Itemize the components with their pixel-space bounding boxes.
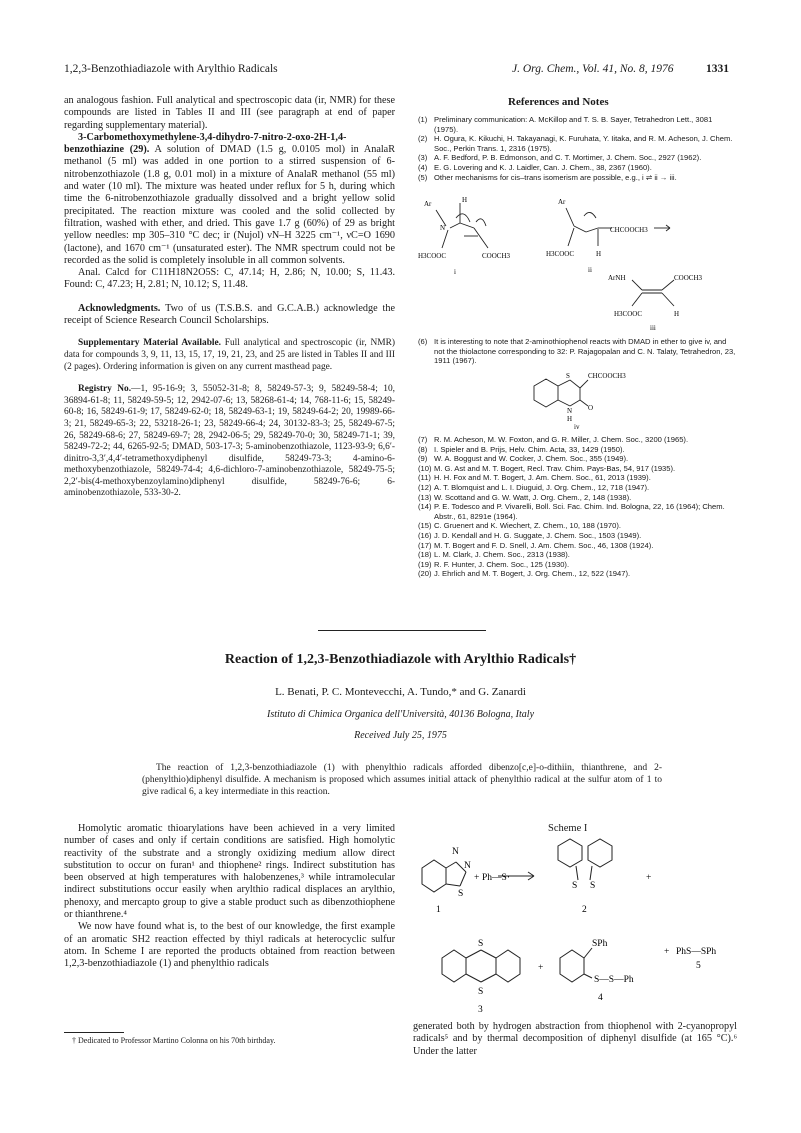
scheme-atom: S [478, 987, 484, 997]
note-text: iii [650, 324, 656, 332]
note-text: H3COOC [614, 310, 643, 318]
scheme-substituent: SPh [592, 939, 608, 949]
note-text: ii [588, 266, 592, 274]
note-text: H [596, 250, 602, 258]
registry-text: —1, 95-16-9; 3, 55052-31-8; 8, 58249-57-3; 9, 58249-58-4; 10, 36894-61-8; 11, 58249-59-5; 12, 2942-07-6; 13, 58268-61-4; 14, 768-11-6; 15, 58249-60-8; 16, 58249-61-9; 17, 58249-62-0; 18, 58249-63-1; 19, 58249-64-2; 20, 19989-66-3; 21, 58249-65-3; 22, 53218-26-1; 23, 58249-66-4; 24, 30132-83-3; 25, 58249-67-5; 26, 58249-68-6; 27, 58249-69-7; 28, 2942-06-5; 29, 58249-70-0; 30, 58249-71-1; 39, 58249-72-2; 44, 6265-92-5; DMAD, 503-17-3; 5-aminobenzothiazole, 1123-93-9; 6,6′-dinitro-3,3′,4,4′-tetramethoxydiphenyl disulfide, 58249-73-3; 4-amino-6-methoxybenzothiazole, 58249-74-4; 4,6-dichloro-7-aminobenzothiazole, 58249-75-5; 2,2′-bis(4-methoxybenzoylamino)diphenyl disulfide, 58249-76-6; 6-aminobenzothiazole, 533-30-2. [64, 384, 395, 499]
reference-item: (4) E. G. Lovering and K. J. Laidler, Can. J. Chem., 38, 2367 (1960). [418, 162, 652, 172]
reference-item: (5) Other mechanisms for cis–trans isomerism are possible, e.g., i ⇌ ii → iii. [418, 172, 677, 182]
ack-heading: Acknowledgments. [78, 302, 161, 314]
scheme-atom: N [464, 861, 471, 871]
note-text: CHCOOCH3 [588, 372, 626, 380]
reference-item: (7) R. M. Acheson, M. W. Foxton, and G. R. Miller, J. Chem. Soc., 3200 (1965). [418, 435, 689, 444]
scheme-atom: S [478, 939, 484, 949]
references-heading: References and Notes [508, 96, 609, 108]
note-text: COOCH3 [482, 252, 511, 260]
note-text: N [440, 224, 446, 232]
references-list-b [418, 435, 736, 579]
article-body-right: generated both by hydrogen abstraction from thiophenol with 2-cyanopropyl radicals⁵ and by thermal decomposition of diphenyl disulfide (at 165 °C).⁶ Under the latter [413, 1021, 737, 1057]
analysis-paragraph: Anal. Calcd for C11H18N2O5S: C, 47.14; H, 2.86; N, 10.00; S, 11.43. Found: C, 47.23; H, 2.81; N, 10.12; S, 11.48. [64, 267, 395, 291]
note-text: S [566, 372, 570, 380]
note-text: iv [574, 423, 580, 430]
ack-text: Two of us (T.S.B.S. and G.C.A.B.) acknowledge the receipt of Science Research Council Scholarships. [64, 302, 395, 327]
note-text: H3COOC [546, 250, 575, 258]
scheme-label: 3 [478, 1005, 483, 1015]
note-text: i [454, 268, 456, 276]
scheme-atom: N [452, 847, 459, 857]
reference-item: (14) P. E. Todesco and P. Vivarelli, Boll. Sci. Fac. Chim. Ind. Bologna, 22, 16 (1964); Chem. Abstr., 61, 8291e (1964). [418, 502, 725, 521]
registry-heading: Registry No. [78, 384, 132, 395]
reference-item: (2) H. Ogura, K. Kikuchi, H. Takayanagi, K. Furuhata, Y. Iitaka, and R. M. Acheson, J. Chem. Soc., Perkin Trans. 1, 2316 (1975). [418, 134, 733, 153]
journal-citation: J. Org. Chem., Vol. 41, No. 8, 1976 [512, 63, 674, 75]
note-text: N [567, 407, 573, 415]
scheme-atom: S [572, 881, 578, 891]
scheme-plus: + [664, 947, 670, 957]
scheme-atom: S [590, 881, 596, 891]
reference-item: (20) J. Ehrlich and M. T. Bogert, J. Org. Chem., 12, 522 (1947). [418, 569, 631, 579]
scheme-plus: + [538, 963, 544, 973]
scheme-label: 2 [582, 905, 587, 915]
reference-item: (13) W. Scottand and G. W. Watt, J. Org. Chem., 2, 148 (1938). [418, 492, 632, 502]
reference-item: (16) J. D. Kendall and H. G. Suggate, J. Chem. Soc., 1503 (1949). [418, 530, 642, 540]
reference-item-6: (6) It is interesting to note that 2-aminothiophenol reacts with DMAD in ether to give iv, and not the thiolactone corresponding to 32: P. Rajagopalan and C. N. Talaty, Tetrahedron, 23, 1911 (1967). [418, 337, 736, 366]
footnote-rule [64, 1032, 124, 1033]
left-column [64, 95, 395, 500]
article-title: Reaction of 1,2,3-Benzothiadiazole with Arylthio Radicals† [224, 652, 577, 667]
reference-item: (3) A. F. Bedford, P. B. Edmonson, and C. T. Mortimer, J. Chem. Soc., 2927 (1962). [418, 153, 702, 163]
note-text: H [462, 196, 468, 204]
scheme-label: 1 [436, 905, 441, 915]
article-affiliation: Istituto di Chimica Organica dell'Università, 40136 Bologna, Italy [266, 709, 535, 720]
compound-heading: 3-Carbomethoxymethylene-3,4-dihydro-7-nitro-2-oxo-2H-1,4-benzothiazine (29). [64, 131, 347, 156]
reference-item: (18) L. M. Clark, J. Chem. Soc., 2313 (1938). [418, 550, 570, 560]
body-paragraph: Homolytic aromatic thioarylations have been achieved in a very limited number of cases and only if certain conditions are satisfied. High homolytic reactivity of the substrate and a strongly oxidizing medium allow direct substitution to occur on furan¹ and thiophene² rings. Indirect substitution has been observed at high temperatures with halobenzenes,³ while intramolecular indirect substitutions occur easily when arylthio radical displaces an arylthio, phenoxy, and mercapto group to give a stable product such as dibenzothiophene or thianthrene.⁴ [64, 823, 395, 921]
note-text: Ar [424, 200, 432, 208]
note-text: Ar [558, 198, 566, 206]
page-number: 1331 [706, 63, 729, 75]
scheme-plus: + [474, 873, 480, 883]
note-text: COOCH3 [674, 274, 703, 282]
running-title: 1,2,3-Benzothiadiazole with Arylthio Radicals [64, 63, 278, 75]
scheme-label: 5 [696, 961, 701, 971]
scheme-label: 4 [598, 993, 603, 1003]
scheme-reagent: Ph—S· [482, 873, 510, 883]
body-paragraph: We now have found what is, to the best of our knowledge, the first example of an aromatic SH2 reaction effected by thiyl radicals at heterocyclic sulfur atom. In Scheme I are reported the products obtained from reaction between 1,2,3-benzothiadiazole (1) and phenylthio radicals [64, 921, 395, 970]
note-text: H [567, 415, 573, 423]
compound-text: A solution of DMAD (1.5 g, 0.0105 mol) in AnalaR methanol (5 ml) was added in one portion to a stirred suspension of 6-nitrobenzothiazole (1.8 g, 0.01 mol) in a mixture of AnalaR methanol (55 ml) and water (10 ml). The mixture was heated under reflux for 5 h, during which time the 6-nitrobenzothiazole gradually dissolved and a bright yellow solid precipitated. The reaction mixture was cooled and the solid collected by filtration, washed with ether, and dried. This gave 1.7 g (60%) of 29 as bright yellow needles: mp 305–310 °C dec; ir (Nujol) νN–H 3225 cm⁻¹, νC=O 1690 (lactone), and 1670 cm⁻¹ (unsaturated ester). The NMR spectrum could not be recorded as the solid is completely insoluble in all common solvents. [64, 144, 396, 266]
reference-item: (17) M. T. Bogert and F. D. Snell, J. Am. Chem. Soc., 46, 1308 (1924). [418, 540, 654, 550]
scheme-atom: S [458, 889, 464, 899]
scheme-plus: + [646, 873, 652, 883]
article-received: Received July 25, 1975 [354, 730, 447, 741]
article-body-left [64, 823, 395, 971]
note-5-structures [418, 188, 738, 333]
article-footnote: † Dedicated to Professor Martino Colonna on his 70th birthday. [72, 1036, 276, 1045]
references-list-a [418, 115, 736, 182]
reference-item: (12) A. T. Blomquist and L. I. Diuguid, J. Org. Chem., 12, 718 (1947). [418, 482, 650, 492]
reference-item: (19) R. F. Hunter, J. Chem. Soc., 125 (1930). [418, 559, 570, 569]
reference-item: (11) H. H. Fox and M. T. Bogert, J. Am. Chem. Soc., 61, 2013 (1939). [418, 473, 651, 483]
scheme-diagram [412, 838, 742, 1016]
supp-text: Full analytical and spectroscopic (ir, NMR) data for compounds 3, 9, 11, 13, 15, 17, 19, 21, 23, and 25 are listed in Tables II and III (2 pages). Ordering information is given on any current masthead page. [64, 338, 395, 372]
scheme-title: Scheme I [548, 823, 588, 834]
article-abstract: The reaction of 1,2,3-benzothiadiazole (1) with phenylthio radicals afforded dibenzo[c,e]-o-dithiin, thianthrene, and 2-(phenylthio)diphenyl disulfide. A mechanism is proposed which assumes initial attack of phenylthio radical at the sulfur atom of 1 to give radical 6, a key intermediate in this reaction. [142, 763, 662, 797]
note-text: ArNH [608, 274, 626, 282]
note-text: O [588, 404, 594, 412]
reference-item: (10) M. G. Ast and M. T. Bogert, Recl. Trav. Chim. Pays-Bas, 54, 917 (1935). [418, 463, 676, 473]
reference-item: (9) W. A. Boggust and W. Cocker, J. Chem. Soc., 355 (1949). [418, 454, 629, 464]
note-text: H [674, 310, 680, 318]
article-authors: L. Benati, P. C. Montevecchi, A. Tundo,* and G. Zanardi [275, 686, 526, 698]
reference-item: (1) Preliminary communication: A. McKillop and T. S. B. Sayer, Tetrahedron Lett., 3081 (1975). [418, 115, 713, 134]
scheme-substituent: S—S—Ph [594, 975, 634, 985]
note-text: H3COOC [418, 252, 447, 260]
section-divider [318, 630, 486, 631]
structure-iv [520, 368, 630, 430]
note-text: CHCOOCH3 [610, 226, 648, 234]
reference-item: (15) C. Gruenert and K. Wiechert, Z. Chem., 10, 188 (1970). [418, 521, 621, 531]
scheme-product: PhS—SPh [676, 947, 717, 957]
intro-paragraph: an analogous fashion. Full analytical and spectroscopic data (ir, NMR) for these compounds are listed in Tables II and III (see paragraph at end of paper regarding supplementary material). [64, 95, 395, 131]
supp-heading: Supplementary Material Available. [78, 338, 222, 349]
reference-item: (8) I. Spieler and B. Prijs, Helv. Chim. Acta, 33, 1429 (1950). [418, 444, 625, 454]
